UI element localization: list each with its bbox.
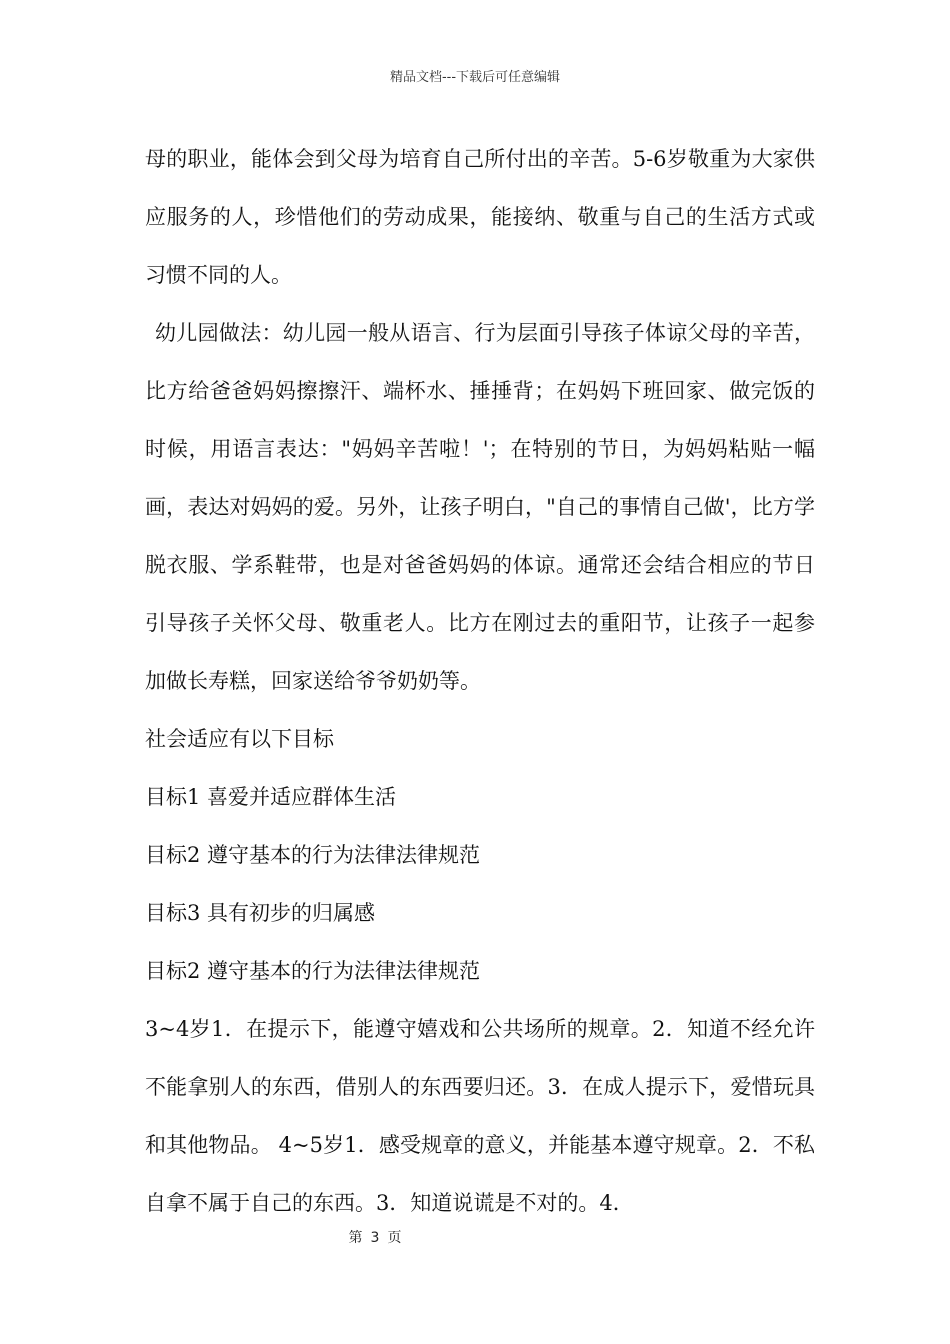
paragraph-goal-3: 目标3 具有初步的归属感 [145,901,376,925]
paragraph-goal-1: 目标1 喜爱并适应群体生活 [145,785,397,809]
document-body [145,130,815,1232]
page-footer [0,1227,750,1247]
paragraph-goal-2-repeat: 目标2 遵守基本的行为法律法律规范 [145,959,481,983]
page-number-suffix: 页 [387,1230,402,1246]
paragraph-age-rules: 3~4岁1．在提示下，能遵守嬉戏和公共场所的规章。2．知道不经允许不能拿别人的东西，借别人的东西要归还。3．在成人提示下，爱惜玩具和其他物品。 4~5岁1．感受规章的意义，并能基本遵守规章。2．不私自拿不属于自己的东西。3．知道说谎是不对的。4． [145,1017,815,1215]
paragraph-career-respect: 母的职业，能体会到父母为培育自己所付出的辛苦。5-6岁敬重为大家供应服务的人，珍惜他们的劳动成果，能接纳、敬重与自己的生活方式或习惯不同的人。 [145,147,815,287]
paragraph-goal-2: 目标2 遵守基本的行为法律法律规范 [145,843,481,867]
page-header: 精品文档---下载后可任意编辑 [389,70,561,85]
page-number: 3 [370,1230,380,1246]
paragraph-social-adaptation-heading: 社会适应有以下目标 [145,727,334,751]
paragraph-kindergarten-practice: 幼儿园做法：幼儿园一般从语言、行为层面引导孩子体谅父母的辛苦，比方给爸爸妈妈擦擦汗、端杯水、捶捶背；在妈妈下班回家、做完饭的时候，用语言表达："妈妈辛苦啦！'；在特别的节日，为妈妈粘贴一幅画，表达对妈妈的爱。另外，让孩子明白，"自己的事情自己做'，比方学脱衣服、学系鞋带，也是对爸爸妈妈的体谅。通常还会结合相应的节日引导孩子关怀父母、敬重老人。比方在刚过去的重阳节，让孩子一起参加做长寿糕，回家送给爷爷奶奶等。 [145,321,815,693]
page-number-prefix: 第 [348,1230,363,1246]
